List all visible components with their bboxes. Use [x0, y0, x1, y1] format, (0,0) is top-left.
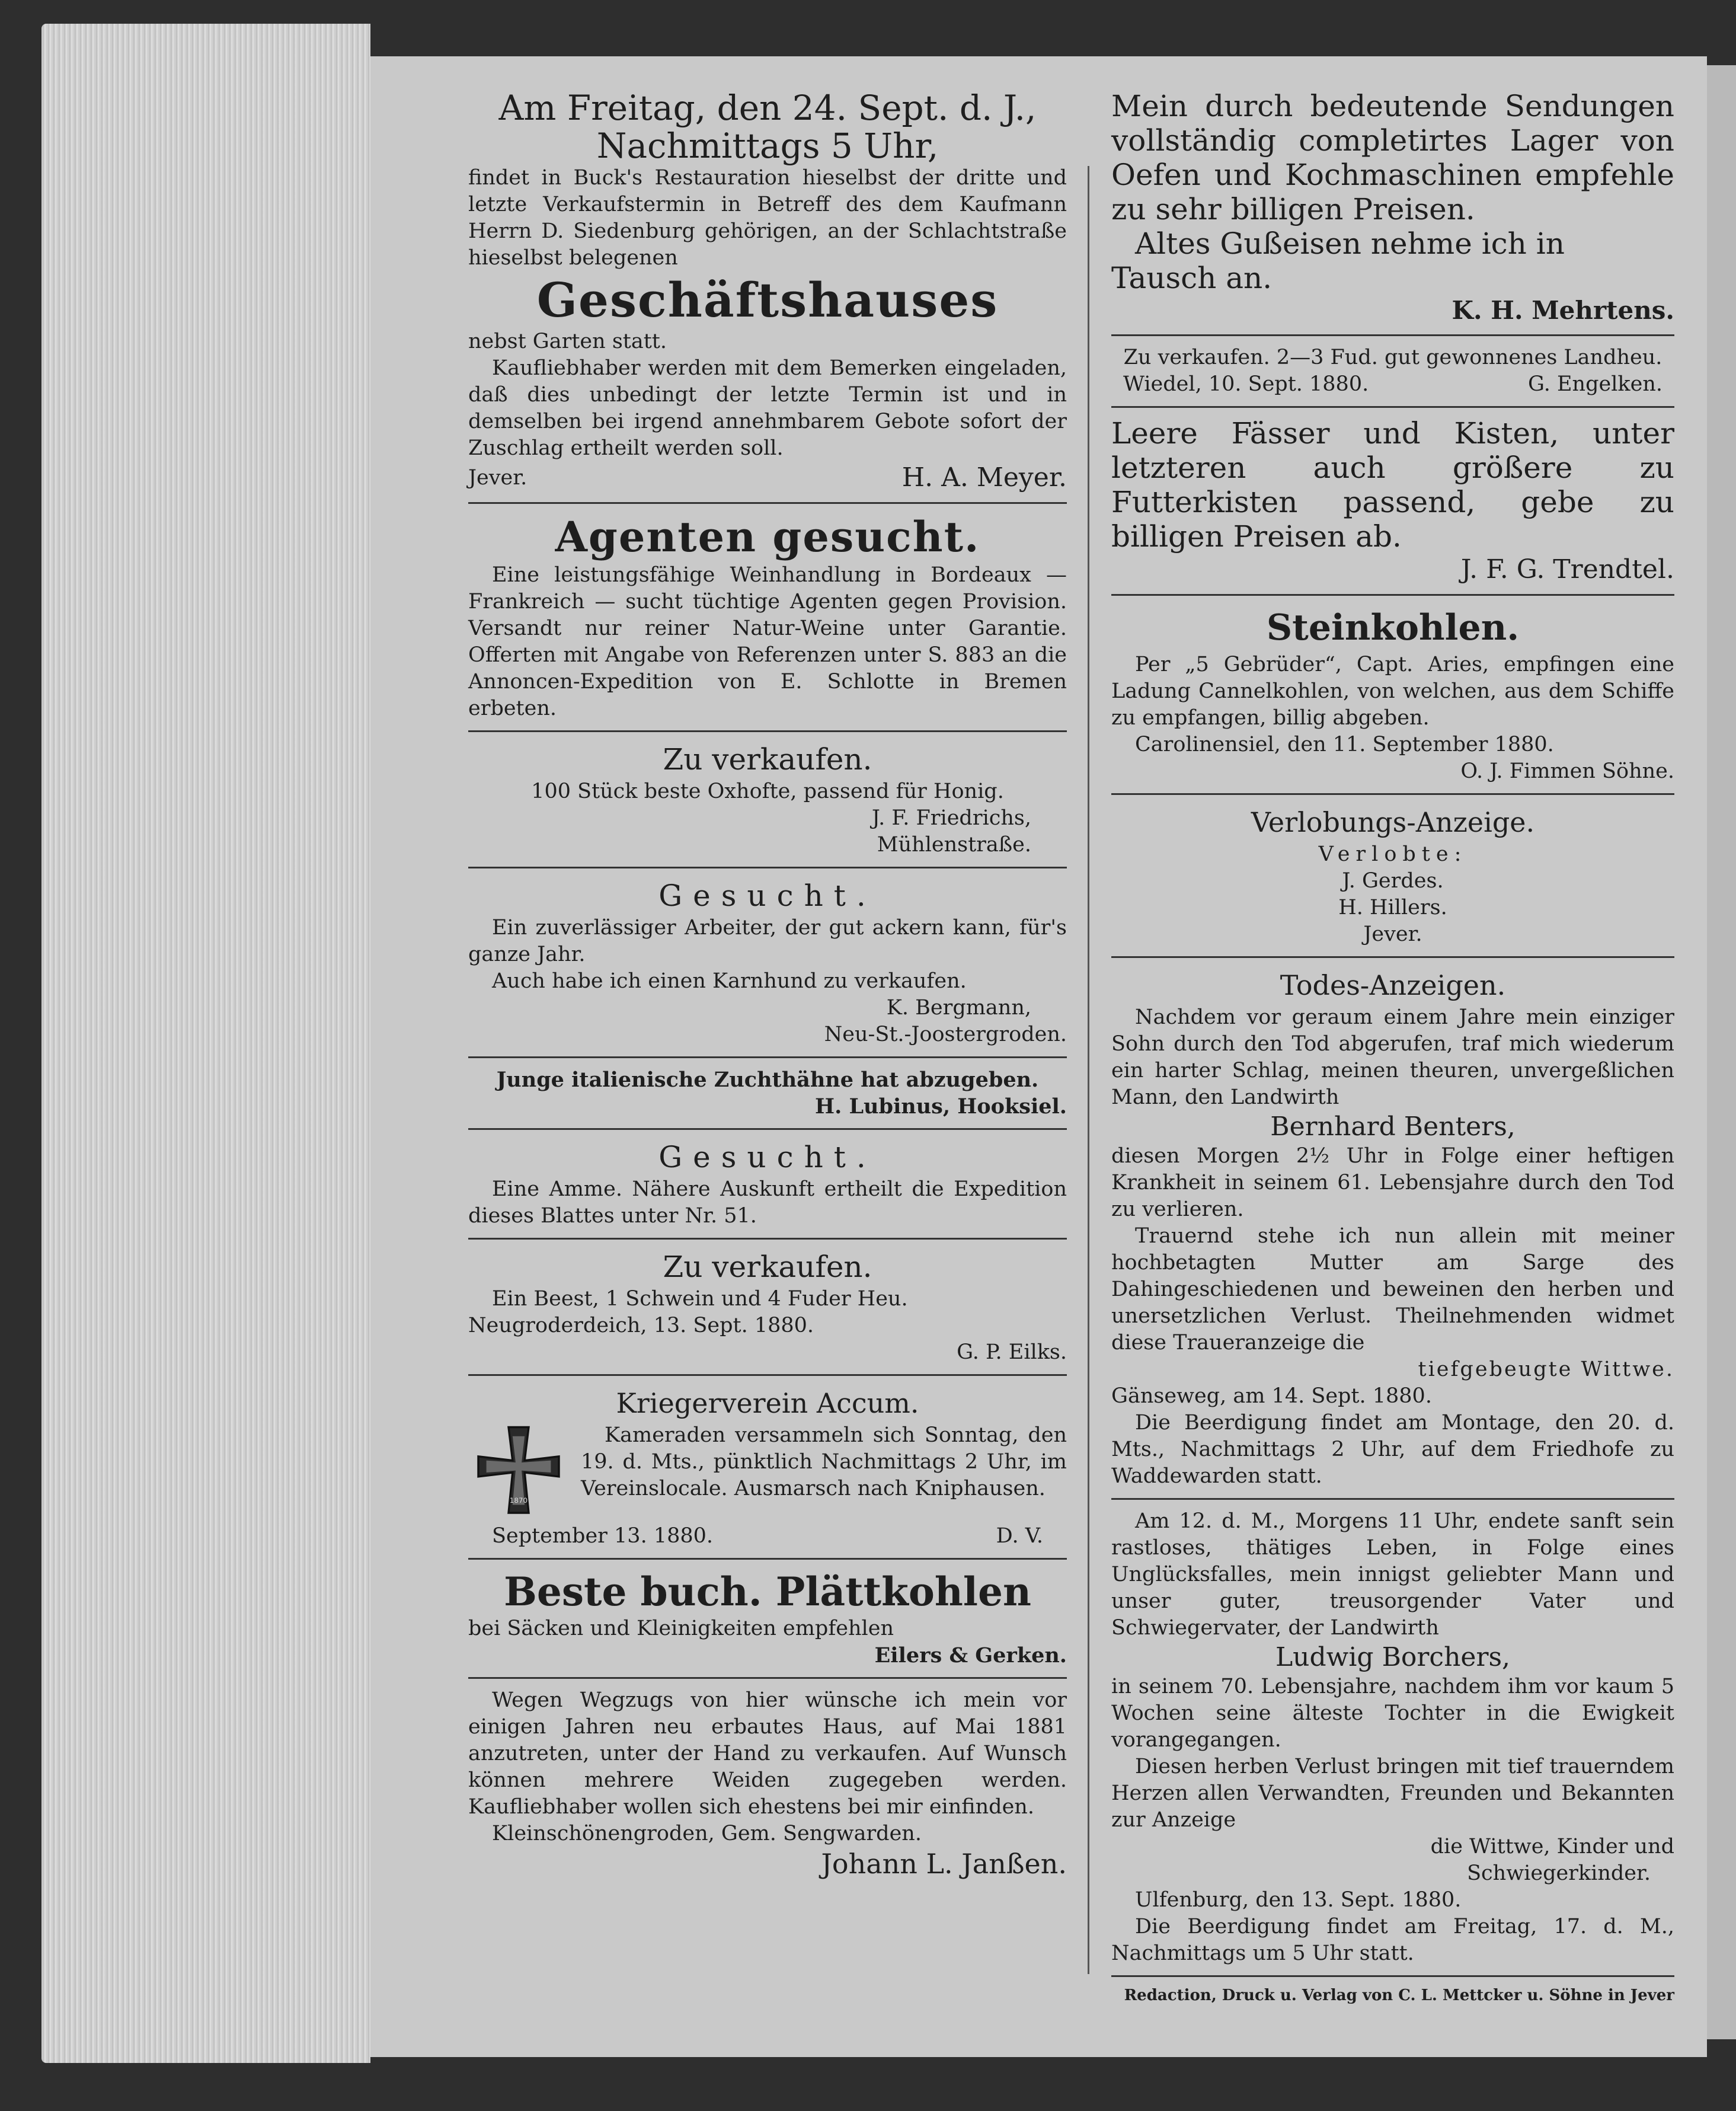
ad-signature: J. F. G. Trendtel.	[1460, 554, 1674, 585]
ad-signature: H. A. Meyer.	[901, 462, 1067, 493]
ad-body: Ein Beest, 1 Schwein und 4 Fuder Heu.	[492, 1287, 908, 1311]
ad-separator	[468, 1677, 1067, 1679]
ad-body: Trauernd stehe ich nun allein mit meiner hochbetagten Mutter am Sarge des Dahingeschiedenen und beweinen den herben und unersetzlichen Verlust. Theilnehmenden widmet diese Traueranzeige die	[1111, 1224, 1674, 1355]
ad-body: findet in Buck's Restauration hieselbst der dritte und letzte Verkaufstermin in Betreff des dem Kaufmann Herrn D. Siedenburg gehörigen, an der Schlachtstraße hieselbst belegenen	[468, 166, 1067, 270]
facing-page-edge	[1707, 65, 1736, 2039]
ad-place: Neugroderdeich, 13. Sept. 1880.	[468, 1314, 814, 1337]
ad-separator	[468, 867, 1067, 868]
ad-todesanzeige-borchers	[1111, 1508, 1674, 1967]
ad-body: Zu verkaufen. 2—3 Fud. gut gewonnenes Landheu.	[1123, 346, 1663, 369]
ad-title: Verlobungs-Anzeige.	[1251, 806, 1535, 838]
ad-heading-line1: Am Freitag, den 24. Sept. d. J.,	[498, 88, 1037, 128]
ad-signature: Johann L. Janßen.	[821, 1848, 1067, 1880]
ad-place: Carolinensiel, den 11. September 1880.	[1135, 733, 1554, 756]
ad-plaettkohlen	[468, 1568, 1067, 1669]
ad-oefen-kochmaschinen	[1111, 89, 1674, 326]
ad-title: Zu verkaufen.	[663, 742, 872, 777]
ad-signature: Schwiegerkinder.	[1467, 1861, 1651, 1885]
ad-title: Zu verkaufen.	[663, 1250, 872, 1284]
ad-auction-geschaeftshaus	[468, 89, 1067, 494]
ad-signature: Eilers & Gerken.	[874, 1643, 1067, 1668]
ad-signature-street: Mühlenstraße.	[877, 833, 1031, 857]
ad-zu-verkaufen-beest	[468, 1248, 1067, 1366]
ad-separator	[468, 1238, 1067, 1240]
iron-cross-icon	[468, 1422, 569, 1523]
ad-body: Altes Gußeisen nehme ich in Tausch an.	[1111, 226, 1565, 295]
ad-separator	[468, 1056, 1067, 1058]
imprint: Redaction, Druck u. Verlag von C. L. Mettcker u. Söhne in Jever	[1124, 1987, 1674, 2004]
ad-title: Gesucht.	[658, 879, 877, 913]
ad-body: Am 12. d. M., Morgens 11 Uhr, endete sanft sein rastloses, thätiges Leben, in Folge eines Unglücksfalles, mein innigst geliebter Mann und unser guter, treusorgender Vater und Schwiegervater, der Landwirth	[1111, 1509, 1674, 1640]
ad-body: Eine leistungsfähige Weinhandlung in Bordeaux — Frankreich — sucht tüchtige Agenten gegen Provision. Versandt nur reiner Natur-Weine unter Garantie. Offerten mit Angabe von Referenzen unter S. 883 an die Annoncen-Expedition von E. Schlotte in Bremen erbeten.	[468, 563, 1067, 720]
ad-separator	[1111, 956, 1674, 958]
ad-body: nebst Garten statt.	[468, 330, 667, 353]
ad-landheu	[1111, 344, 1674, 398]
ad-signature: die Wittwe, Kinder und	[1430, 1835, 1674, 1858]
ad-separator	[468, 1374, 1067, 1376]
ad-body: Die Beerdigung findet am Montage, den 20. d. Mts., Nachmittags 2 Uhr, auf dem Friedhofe zu Waddewarden statt.	[1111, 1411, 1674, 1488]
ad-date: September 13. 1880.	[492, 1524, 714, 1548]
ad-title: Gesucht.	[658, 1140, 877, 1174]
ad-separator	[1111, 1498, 1674, 1500]
ad-zu-verkaufen-oxhofte	[468, 740, 1067, 858]
ad-signature: D. V.	[996, 1524, 1043, 1548]
ad-body: Leere Fässer und Kisten, unter letzteren auch größere zu Futterkisten passend, gebe zu billigen Preisen ab.	[1111, 416, 1674, 554]
ad-separator	[1111, 1975, 1674, 1977]
ad-name: H. Hillers.	[1338, 896, 1447, 919]
ad-body: bei Säcken und Kleinigkeiten empfehlen	[468, 1617, 894, 1640]
ad-title: Kriegerverein Accum.	[616, 1387, 919, 1419]
ad-title: Agenten gesucht.	[555, 512, 980, 561]
ad-signature: H. Lubinus, Hooksiel.	[815, 1094, 1067, 1119]
left-column	[468, 89, 1067, 1880]
ad-separator	[1111, 793, 1674, 795]
column-divider	[1088, 166, 1089, 1974]
ad-place: Kleinschönengroden, Gem. Sengwarden.	[492, 1822, 922, 1845]
ad-title: Beste buch. Plättkohlen	[504, 1569, 1031, 1615]
ad-body: Kaufliebhaber werden mit dem Bemerken eingeladen, daß dies unbedingt der letzte Termin ist und in demselben bei irgend annehmbarem Gebote sofort der Zuschlag ertheilt werden soll.	[468, 356, 1067, 460]
ad-body: diesen Morgen 2½ Uhr in Folge einer heftigen Krankheit in seinem 61. Lebensjahre durch den Tod zu verlieren.	[1111, 1144, 1674, 1221]
ad-separator	[1111, 406, 1674, 408]
ad-heading-line2: Nachmittags 5 Uhr,	[596, 126, 939, 166]
ad-title: Todes-Anzeigen.	[1280, 969, 1506, 1001]
ad-signature: J. F. Friedrichs,	[871, 806, 1031, 830]
ad-separator	[468, 502, 1067, 504]
ad-body: Diesen herben Verlust bringen mit tief trauerndem Herzen allen Verwandten, Freunden und Bekannten zur Anzeige	[1111, 1755, 1674, 1832]
ad-separator	[1111, 594, 1674, 596]
ad-place: Gänseweg, am 14. Sept. 1880.	[1111, 1384, 1432, 1408]
ad-verlobung	[1111, 803, 1674, 948]
ad-body: in seinem 70. Lebensjahre, nachdem ihm vor kaum 5 Wochen seine älteste Tochter in die Ewigkeit vorangegangen.	[1111, 1675, 1674, 1752]
book-page-edges	[41, 24, 370, 2063]
ad-body: Kameraden versammeln sich Sonntag, den 19. d. Mts., pünktlich Nachmittags 2 Uhr, im Vereinslocale. Ausmarsch nach Kniphausen.	[581, 1423, 1067, 1500]
ad-place: Wiedel, 10. Sept. 1880.	[1123, 372, 1369, 396]
ad-body: 100 Stück beste Oxhofte, passend für Honig.	[531, 780, 1004, 803]
ad-separator	[468, 730, 1067, 732]
ad-place: Jever.	[468, 466, 527, 490]
ad-agenten-gesucht	[468, 512, 1067, 722]
ad-body: Die Beerdigung findet am Freitag, 17. d. M., Nachmittags um 5 Uhr statt.	[1111, 1915, 1674, 1965]
ad-separator	[468, 1558, 1067, 1560]
ad-body: Mein durch bedeutende Sendungen vollständig completirtes Lager von Oefen und Kochmaschinen empfehle zu sehr billigen Preisen.	[1111, 89, 1674, 226]
ad-title: Steinkohlen.	[1266, 607, 1520, 649]
ad-body: Wegen Wegzugs von hier wünsche ich mein vor einigen Jahren neu erbautes Haus, auf Mai 1881 anzutreten, unter der Hand zu verkaufen. Auf Wunsch können mehrere Weiden zugegeben werden. Kaufliebhaber wollen sich ehestens bei mir einfinden.	[468, 1688, 1067, 1819]
ad-gesucht-amme	[468, 1138, 1067, 1229]
ad-haus-verkauf	[468, 1687, 1067, 1880]
right-column	[1111, 89, 1674, 2005]
ad-steinkohlen	[1111, 604, 1674, 785]
ad-place: Jever.	[1363, 922, 1422, 946]
ad-body: Nachdem vor geraum einem Jahre mein einziger Sohn durch den Tod abgerufen, traf mich wiederum ein harter Schlag, meinen theuren, unvergeßlichen Mann, den Landwirth	[1111, 1005, 1674, 1109]
ad-body: Per „5 Gebrüder“, Capt. Aries, empfingen eine Ladung Cannelkohlen, von welchen, aus dem Schiffe zu empfangen, billig abgeben.	[1111, 653, 1674, 730]
ad-signature: G. P. Eilks.	[957, 1340, 1067, 1364]
ad-separator	[468, 1128, 1067, 1130]
ad-deceased-name: Ludwig Borchers,	[1275, 1642, 1511, 1672]
ad-title: Geschäftshauses	[536, 272, 999, 328]
ad-place: Ulfenburg, den 13. Sept. 1880.	[1135, 1888, 1462, 1912]
ad-body: Eine Amme. Nähere Auskunft ertheilt die Expedition dieses Blattes unter Nr. 51.	[468, 1177, 1067, 1228]
ad-separator	[1111, 334, 1674, 336]
ad-signature: K. Bergmann,	[886, 996, 1031, 1020]
ad-signature: O. J. Fimmen Söhne.	[1460, 759, 1674, 783]
cross-year: 1870	[509, 1496, 528, 1505]
ad-faesser-kisten	[1111, 416, 1674, 586]
ad-deceased-name: Bernhard Benters,	[1270, 1112, 1516, 1142]
ad-body: Auch habe ich einen Karnhund zu verkaufen.	[492, 969, 967, 993]
ad-signature: G. Engelken.	[1528, 372, 1663, 396]
ad-body: Junge italienische Zuchthähne hat abzugeben.	[496, 1068, 1039, 1092]
ad-gesucht-arbeiter	[468, 877, 1067, 1048]
ad-signature: K. H. Mehrtens.	[1452, 296, 1674, 325]
ad-body: Ein zuverlässiger Arbeiter, der gut ackern kann, für's ganze Jahr.	[468, 916, 1067, 966]
ad-name: J. Gerdes.	[1342, 869, 1444, 893]
ad-label: Verlobte:	[1318, 842, 1468, 866]
ad-signature: tiefgebeugte Wittwe.	[1418, 1358, 1674, 1381]
ad-kriegerverein	[468, 1384, 1067, 1550]
ad-todesanzeige-benters	[1111, 966, 1674, 1490]
ad-signature-place: Neu-St.-Joostergroden.	[824, 1023, 1067, 1046]
ad-zuchthaehne	[468, 1066, 1067, 1120]
